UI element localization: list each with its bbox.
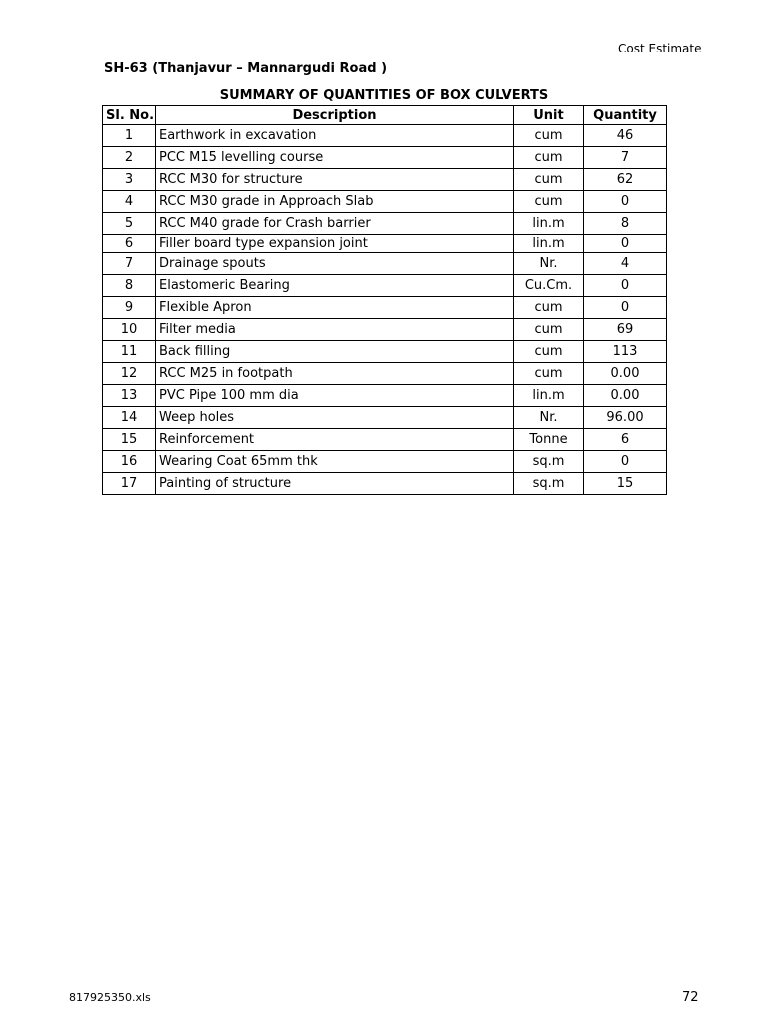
road-title: SH-63 (Thanjavur – Mannargudi Road ) (104, 61, 388, 76)
cell-sl-no: 11 (103, 341, 156, 363)
table-row (103, 451, 667, 473)
cell-unit: cum (514, 297, 584, 319)
cell-description: Filler board type expansion joint (156, 235, 514, 253)
table-header-row (103, 106, 667, 125)
column-header-unit: Unit (514, 106, 584, 125)
cell-sl-no: 1 (103, 125, 156, 147)
cell-description: RCC M40 grade for Crash barrier (156, 213, 514, 235)
cell-quantity: 4 (584, 253, 667, 275)
cell-unit: cum (514, 341, 584, 363)
cell-sl-no: 17 (103, 473, 156, 495)
cell-quantity: 69 (584, 319, 667, 341)
cell-description: RCC M25 in footpath (156, 363, 514, 385)
cell-description: RCC M30 for structure (156, 169, 514, 191)
cell-sl-no: 15 (103, 429, 156, 451)
table-row (103, 169, 667, 191)
cell-quantity: 0 (584, 451, 667, 473)
cell-unit: cum (514, 169, 584, 191)
column-header-quantity: Quantity (584, 106, 667, 125)
cell-quantity: 8 (584, 213, 667, 235)
cell-description: Weep holes (156, 407, 514, 429)
cell-quantity: 46 (584, 125, 667, 147)
cell-sl-no: 7 (103, 253, 156, 275)
cell-description: Flexible Apron (156, 297, 514, 319)
cell-description: RCC M30 grade in Approach Slab (156, 191, 514, 213)
table-row (103, 385, 667, 407)
cell-unit: sq.m (514, 451, 584, 473)
cell-unit: lin.m (514, 385, 584, 407)
cell-unit: lin.m (514, 235, 584, 253)
cell-quantity: 0 (584, 235, 667, 253)
cell-description: Drainage spouts (156, 253, 514, 275)
cell-sl-no: 6 (103, 235, 156, 253)
footer-file-name: 817925350.xls (69, 991, 151, 1004)
cell-unit: cum (514, 125, 584, 147)
table-row (103, 253, 667, 275)
cell-description: PCC M15 levelling course (156, 147, 514, 169)
cell-sl-no: 13 (103, 385, 156, 407)
cell-quantity: 96.00 (584, 407, 667, 429)
table-row (103, 473, 667, 495)
cell-unit: lin.m (514, 213, 584, 235)
cell-quantity: 0 (584, 191, 667, 213)
cell-quantity: 15 (584, 473, 667, 495)
cell-quantity: 0 (584, 275, 667, 297)
footer-page-number: 72 (682, 990, 699, 1005)
table-body (103, 125, 667, 495)
table-row (103, 191, 667, 213)
table-row (103, 147, 667, 169)
cell-description: Earthwork in excavation (156, 125, 514, 147)
cell-sl-no: 8 (103, 275, 156, 297)
table-row (103, 235, 667, 253)
cell-sl-no: 4 (103, 191, 156, 213)
table-row (103, 125, 667, 147)
cell-sl-no: 2 (103, 147, 156, 169)
cell-sl-no: 16 (103, 451, 156, 473)
column-header-sl-no: Sl. No. (103, 106, 156, 125)
cell-quantity: 62 (584, 169, 667, 191)
cell-quantity: 113 (584, 341, 667, 363)
cell-quantity: 0.00 (584, 363, 667, 385)
cell-sl-no: 3 (103, 169, 156, 191)
table-row (103, 297, 667, 319)
cell-sl-no: 5 (103, 213, 156, 235)
cell-description: Filter media (156, 319, 514, 341)
cell-sl-no: 10 (103, 319, 156, 341)
column-header-description: Description (156, 106, 514, 125)
cell-unit: Cu.Cm. (514, 275, 584, 297)
cell-description: Reinforcement (156, 429, 514, 451)
cell-unit: cum (514, 319, 584, 341)
cell-description: Wearing Coat 65mm thk (156, 451, 514, 473)
table-row (103, 363, 667, 385)
cell-quantity: 0 (584, 297, 667, 319)
table-row (103, 429, 667, 451)
cell-unit: cum (514, 147, 584, 169)
table-row (103, 319, 667, 341)
table-row (103, 407, 667, 429)
cell-unit: cum (514, 191, 584, 213)
cell-sl-no: 14 (103, 407, 156, 429)
header-cost-estimate: Cost Estimate (618, 42, 702, 52)
cell-unit: sq.m (514, 473, 584, 495)
cell-unit: cum (514, 363, 584, 385)
cell-unit: Nr. (514, 253, 584, 275)
cell-description: Elastomeric Bearing (156, 275, 514, 297)
quantities-table (102, 105, 667, 495)
cell-sl-no: 12 (103, 363, 156, 385)
cell-quantity: 7 (584, 147, 667, 169)
cell-unit: Nr. (514, 407, 584, 429)
table-title: SUMMARY OF QUANTITIES OF BOX CULVERTS (219, 88, 549, 103)
cell-unit: Tonne (514, 429, 584, 451)
table-row (103, 275, 667, 297)
cell-description: Back filling (156, 341, 514, 363)
table-row (103, 213, 667, 235)
cell-description: Painting of structure (156, 473, 514, 495)
table-row (103, 341, 667, 363)
cell-sl-no: 9 (103, 297, 156, 319)
cell-quantity: 6 (584, 429, 667, 451)
cell-quantity: 0.00 (584, 385, 667, 407)
cell-description: PVC Pipe 100 mm dia (156, 385, 514, 407)
